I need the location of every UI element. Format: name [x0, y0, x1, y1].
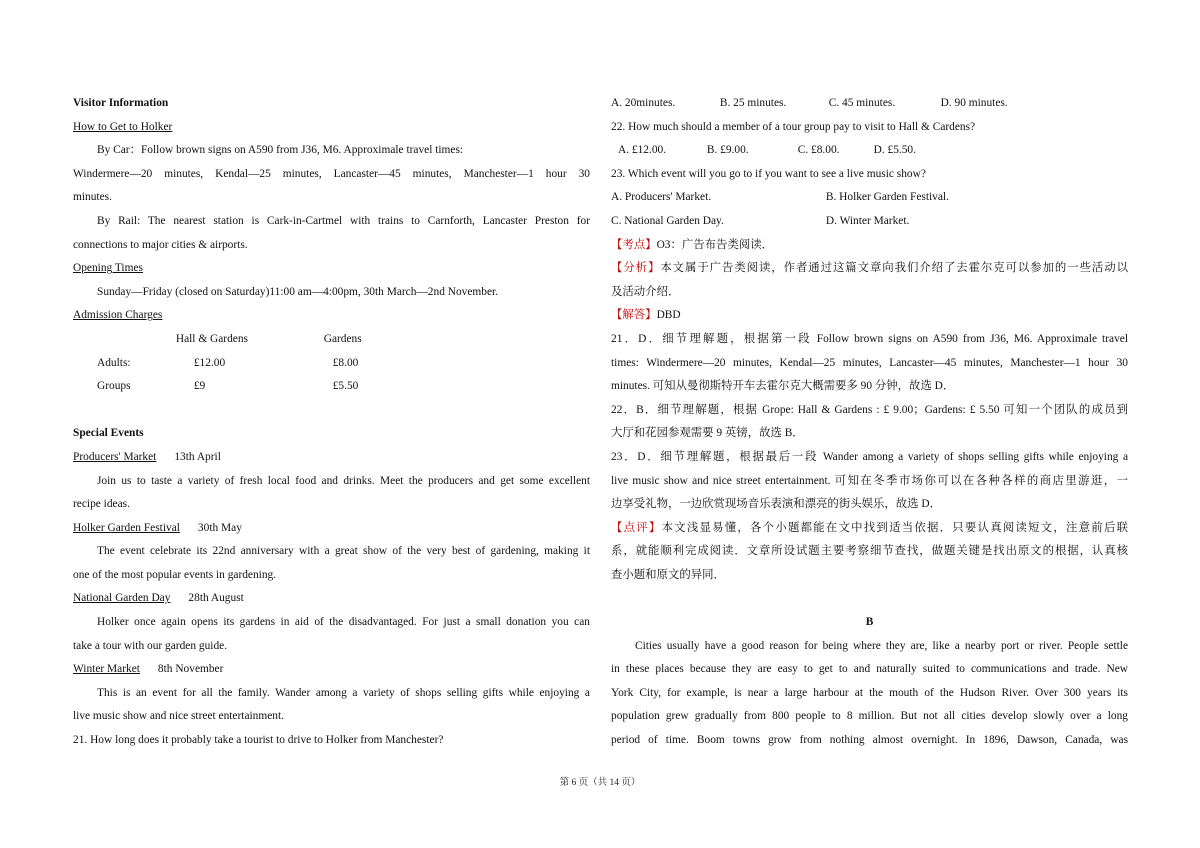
by-rail-line1: By Rail: The nearest station is Cark-in-Cartmel with trains to Carnforth, Lancaster Preston for [97, 214, 590, 227]
right-column [611, 92, 1128, 753]
page-footer: 第 6 页（共 14 页） [559, 778, 641, 788]
option: D. £5.50. [873, 144, 916, 157]
left-column [73, 92, 590, 753]
answer-23-line1: 23．D．细节理解题，根据最后一段 Wander among a variety of shops selling gifts while enjoying a [611, 450, 1128, 463]
by-car-line1: By Car：Follow brown signs on A590 from J36, M6. Approximale travel times: [97, 144, 464, 157]
passage-line: period of time. Boom towns grow from nothing almost overnight. In 1896, Dawson, Canada, was [611, 734, 1128, 747]
row-value-hall: £12.00 [193, 356, 226, 369]
question-22: 22. How much should a member of a tour group pay to visit to Hall & Cardens? [611, 120, 976, 133]
option: D. Winter Market. [825, 214, 910, 227]
answer-22-line1: 22．B．细节理解题，根据 Grope: Hall & Gardens : £ 9.00；Gardens: £ 5.50 可知一个团队的成员到 [611, 403, 1128, 416]
col-gardens: Gardens [323, 332, 362, 345]
by-car-line2: Windermere—20 minutes, Kendal—25 minutes, Lancaster—45 minutes, Manchester—1 hour 30 [73, 167, 590, 180]
question-23: 23. Which event will you go to if you want to see a live music show? [611, 167, 926, 180]
event-desc-line: live music show and nice street entertainment. [73, 710, 284, 723]
row-value-gardens: £5.50 [332, 380, 359, 393]
kaodian-text: O3：广告布告类阅读． [656, 238, 774, 251]
admission-row-groups [73, 375, 590, 399]
fenxi-tag: 【分析】 [611, 262, 661, 275]
option: C. 45 minutes. [828, 97, 896, 109]
passage-line: Cities usually have a good reason for being where they are, like a nearby port or river. People settle [635, 639, 1128, 652]
admission-table-header [73, 328, 590, 352]
option: A. Producers' Market. [611, 191, 712, 204]
option: D. 90 minutes. [940, 97, 1008, 109]
passage-line: in these places because they are easy to get to and naturally suited to communications and trade. New [611, 663, 1128, 676]
q23-options-row1 [611, 186, 1128, 210]
dianping-line2: 系，就能顺利完成阅读．文章所设试题主要考察细节查找，做题关键是找出原文的根据，认真核 [611, 545, 1128, 558]
fenxi-text: 本文属于广告类阅读，作者通过这篇文章向我们介绍了去霍尔克可以参加的一些活动以 [660, 262, 1128, 275]
admission-row-adults [73, 352, 590, 376]
event-name: Producers' Market [73, 450, 157, 463]
dianping-tag: 【点评】 [611, 521, 662, 534]
passage-line: York City, for example, is near a large harbour at the mouth of the Hudson River. Over 300 years its [611, 686, 1128, 699]
q21-options [611, 92, 1128, 116]
option: A. £12.00. [618, 144, 667, 157]
option: C. National Garden Day. [611, 214, 724, 227]
opening-times-heading: Opening Times [73, 262, 143, 275]
option: B. Holker Garden Festival. [825, 191, 949, 204]
answer-21-line2: times: Windermere—20 minutes, Kendal—25 minutes, Lancaster—45 minutes, Manchester—1 hour 30 [611, 356, 1128, 369]
event-desc-line: This is an event for all the family. Wander among a variety of shops selling gifts while enjoying a [97, 686, 590, 699]
special-events-heading: Special Events [73, 427, 144, 440]
jieda-text: DBD [656, 309, 681, 322]
q22-options [611, 139, 1128, 163]
event-desc-line: Holker once again opens its gardens in aid of the disadvantaged. For just a small donation you can [97, 616, 590, 629]
row-label: Groups [97, 380, 131, 393]
event-heading [73, 658, 590, 682]
dianping-text: 本文浅显易懂，各个小题都能在文中找到适当依据．只要认真阅读短文，注意前后联 [661, 521, 1128, 534]
row-value-gardens: £8.00 [332, 356, 359, 369]
event-date: 13th April [174, 450, 221, 463]
option: B. 25 minutes. [719, 97, 787, 109]
how-to-get-heading: How to Get to Holker [73, 120, 173, 133]
kaodian [611, 234, 1128, 258]
event-name: National Garden Day [73, 592, 171, 605]
event-desc-line: recipe ideas. [73, 498, 130, 511]
dianping-line3: 查小题和原文的异同． [611, 568, 725, 581]
event-desc-line: Join us to taste a variety of fresh local food and drinks. Meet the producers and get some excellent [97, 474, 590, 487]
blank-line [611, 587, 1128, 611]
event-name: Holker Garden Festival [73, 521, 180, 534]
event-date: 30th May [197, 521, 242, 534]
admission-heading: Admission Charges [73, 309, 163, 322]
col-hall-gardens: Hall & Gardens [175, 332, 248, 345]
opening-times-text: Sunday—Friday (closed on Saturday)11:00 am—4:00pm, 30th March—2nd November. [97, 285, 499, 298]
by-rail-line2: connections to major cities & airports. [73, 238, 248, 251]
answer-21-line1: 21．D．细节理解题，根据第一段 Follow brown signs on A590 from J36, M6. Approximale travel [611, 332, 1128, 345]
passage-line: population grew gradually from 800 people to 8 million. But not all cities develop slowly over a long [611, 710, 1128, 723]
event-heading [73, 517, 590, 541]
section-b-heading: B [865, 616, 874, 629]
answer-23-line2: live music show and nice street entertainment. 可知在冬季市场你可以在各种各样的商店里游逛，一 [611, 474, 1128, 487]
option: B. £9.00. [706, 144, 749, 157]
fenxi-line1 [611, 257, 1128, 281]
event-name: Winter Market [73, 663, 140, 676]
fenxi-line2: 及活动介绍． [611, 285, 680, 298]
answer-23-line3: 边享受礼物，一边欣赏现场音乐表演和漂亮的街头娱乐，故选 D． [611, 498, 942, 511]
answer-21-line3: minutes. 可知从曼彻斯特开车去霍尔克大概需要多 90 分钟，故选 D． [611, 380, 955, 393]
question-21: 21. How long does it probably take a tourist to drive to Holker from Manchester? [73, 734, 444, 747]
option: C. £8.00. [797, 144, 840, 157]
event-desc-line: The event celebrate its 22nd anniversary with a great show of the very best of gardening, making it [97, 545, 590, 558]
event-desc-line: take a tour with our garden guide. [73, 639, 228, 652]
option: A. 20minutes. [611, 97, 676, 109]
event-heading [73, 446, 590, 470]
q23-options-row2 [611, 210, 1128, 234]
visitor-info-title: Visitor Information [73, 97, 169, 109]
by-car-line3: minutes. [73, 191, 112, 204]
event-desc-line: one of the most popular events in gardening. [73, 568, 277, 581]
event-date: 28th August [188, 592, 244, 605]
jieda-tag: 【解答】 [611, 309, 657, 322]
event-heading [73, 587, 590, 611]
answer-22-line2: 大厅和花园参观需要 9 英镑，故选 B． [611, 427, 804, 440]
blank-line [73, 399, 590, 423]
jieda [611, 304, 1128, 328]
event-date: 8th November [157, 663, 224, 676]
dianping-line1 [611, 517, 1128, 541]
row-label: Adults: [97, 356, 131, 369]
row-value-hall: £9 [193, 380, 206, 393]
kaodian-tag: 【考点】 [611, 238, 657, 251]
